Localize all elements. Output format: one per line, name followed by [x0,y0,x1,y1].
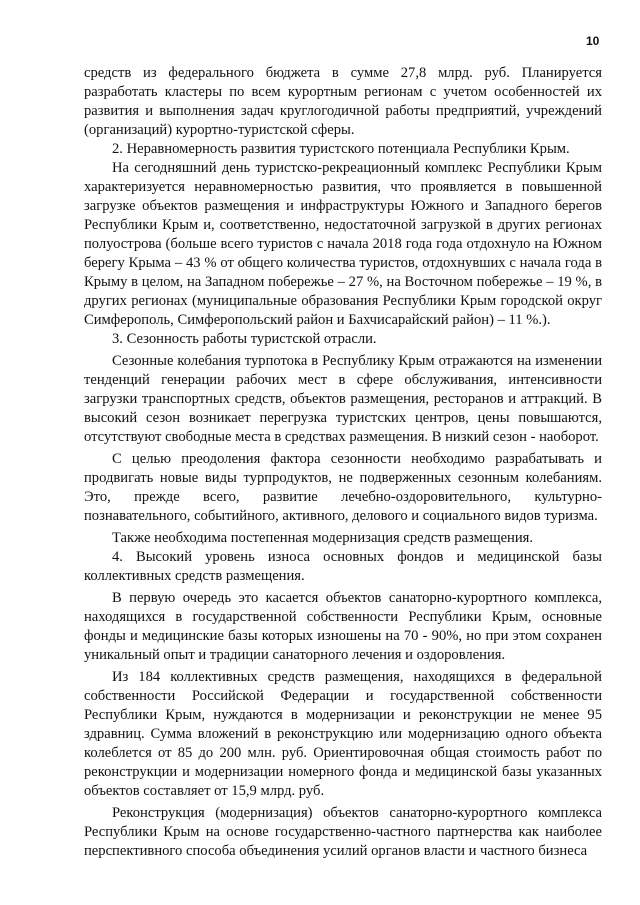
paragraph-budget-continuation: средств из федерального бюджета в сумме 27,8 млрд. руб. Планируется разработать кластеры по всем курортным регионам с учетом особенностей их развития и выполнения задач круглогодичной работы предприятий, учреждений (организаций) курортно-туристской сферы. [84,65,602,138]
paragraph-public-private-partnership: Реконструкция (модернизация) объектов санаторно-курортного комплекса Республики Крым на основе государственно-частного партнерства как наиболее перспективного способа объединения усилий органов власти и частного бизнеса [84,805,602,859]
page-number: 10 [586,34,600,48]
heading-uneven-development: 2. Неравномерность развития туристского потенциала Республики Крым. [112,141,570,157]
paragraph-overcoming-seasonality: С целью преодоления фактора сезонности необходимо разрабатывать и продвигать новые виды турпродуктов, не подверженных сезонным колебаниям. Это, прежде всего, развитие лечебно-оздоровительного, культурно-познавательного, событийного, активного, делового и социального видов туризма. [84,451,602,524]
document-body [84,64,602,861]
paragraph-modernization-needed: Также необходима постепенная модернизация средств размещения. [112,530,534,546]
paragraph-reconstruction-costs: Из 184 коллективных средств размещения, находящихся в федеральной собственности Российской Федерации и государственной собственности Республики Крым, нуждаются в модернизации и реконструкции не менее 95 здравниц. Сумма вложений в реконструкцию или модернизацию одного объекта колеблется от 85 до 200 млн. руб. Ориентировочная общая стоимость работ по реконструкции и модернизации номерного фонда и медицинской базы указанных объектов составляет от 15,9 млрд. руб. [84,669,602,799]
paragraph-seasonal-fluctuations: Сезонные колебания турпотока в Республику Крым отражаются на изменении тенденций генерации рабочих мест в сфере обслуживания, интенсивности загрузки транспортных средств, объектов размещения, ресторанов и аттракций. В высокий сезон возникает перегрузка туристских центров, цены повышаются, отсутствуют свободные места в средствах размещения. В низкий сезон - наоборот. [84,353,602,445]
paragraph-uneven-development: На сегодняшний день туристско-рекреационный комплекс Республики Крым характеризуется неравномерностью развития, что проявляется в повышенной загрузке объектов размещения и инфраструктуры Южного и Западного берегов Республики Крым и, соответственно, недостаточной загрузкой в других регионах полуострова (больше всего туристов с начала 2018 года года отдохнуло на Южном берегу Крыма – 43 % от общего количества туристов, отдохнувших с начала года в Крыму в целом, на Западном побережье – 27 %, на Восточном побережье – 19 %, в других регионах (муниципальные образования Республики Крым городской округ Симферополь, Симферопольский район и Бахчисарайский район) – 11 %.). [84,160,602,328]
heading-wear-of-assets: 4. Высокий уровень износа основных фондов и медицинской базы коллективных средств размещения. [84,549,602,584]
paragraph-sanatorium-objects: В первую очередь это касается объектов санаторно-курортного комплекса, находящихся в государственной собственности Республики Крым, основные фонды и медицинские базы которых изношены на 70 - 90%, но при этом сохранен уникальный опыт и традиции санаторного лечения и оздоровления. [84,590,602,663]
heading-seasonality: 3. Сезонность работы туристской отрасли. [112,331,377,347]
